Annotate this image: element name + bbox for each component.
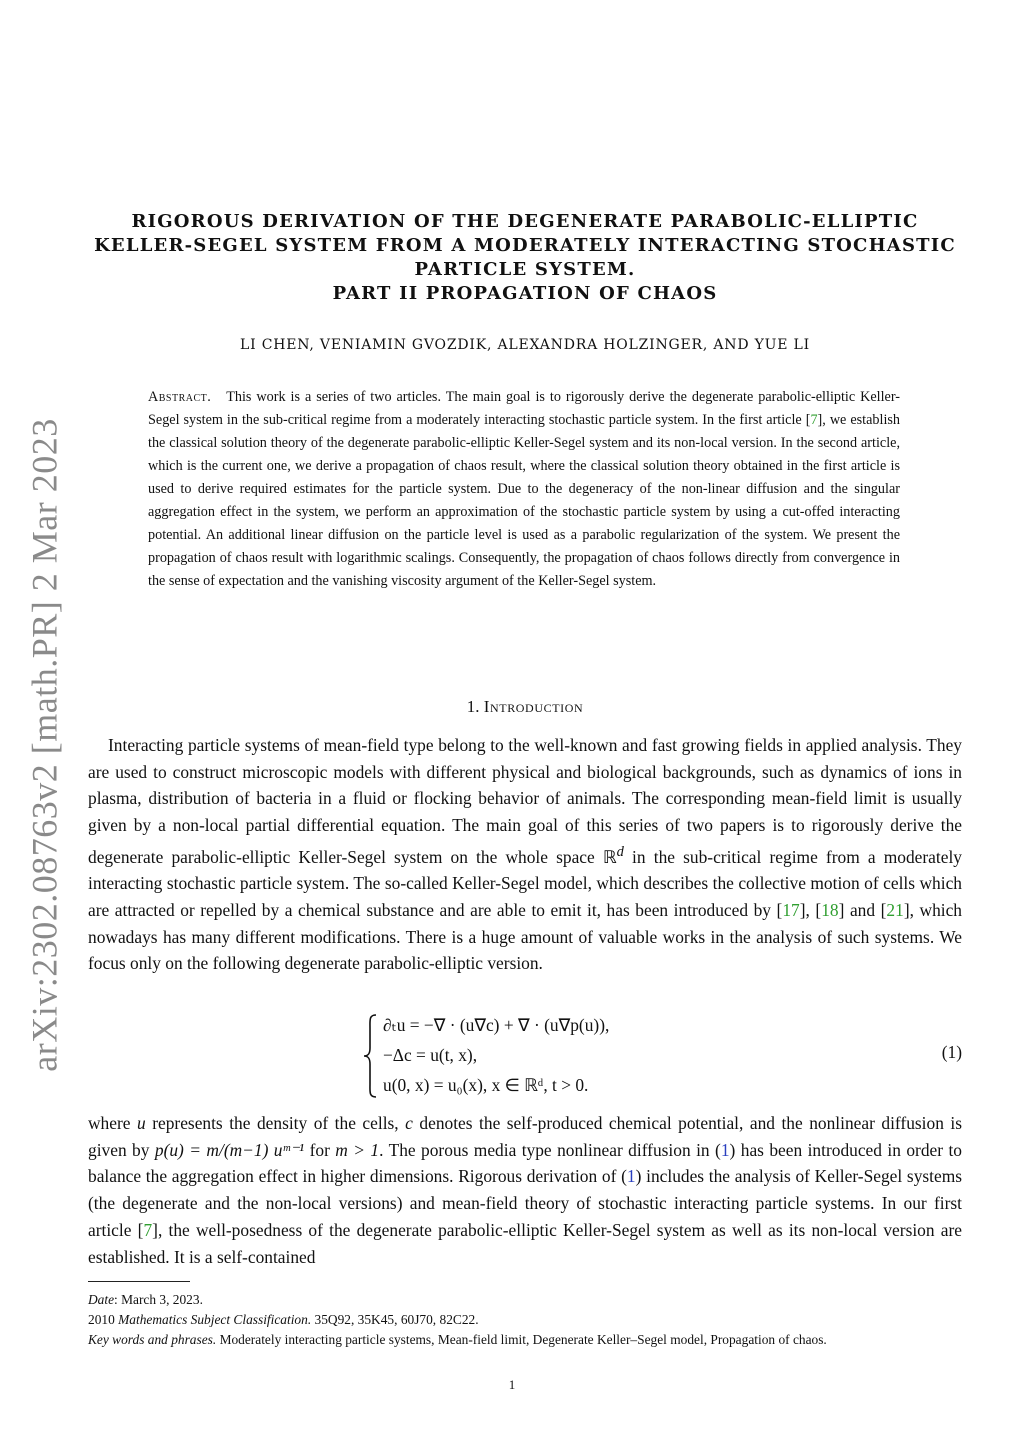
footnote-divider — [88, 1281, 190, 1282]
para1-text-a: Interacting particle systems of mean-field type belong to the well-known and fast growing fields in applied analysis. They are used to construct microscopic models with different physical and biological backgrounds, such as dynamics of ions in plasma, distribution of bacteria in a fluid or flocking behavior of animals. The corresponding mean-field limit is usually given by a non-local partial differential equation. The main goal of this series of two papers is to rigorously derive the degenerate parabolic-elliptic Keller-Segel system on the whole space — [88, 735, 962, 867]
intro-paragraph-1 — [88, 732, 962, 977]
dimension-symbol: d — [616, 843, 624, 860]
section-heading-introduction — [88, 697, 962, 717]
abstract — [148, 386, 900, 593]
citation-link-18[interactable]: 18 — [821, 900, 839, 921]
citation-link-7[interactable]: 7 — [143, 1219, 153, 1240]
title-line-3: PARTICLE SYSTEM. — [414, 259, 636, 280]
section-number: 1. — [466, 697, 480, 716]
left-brace-icon — [363, 1014, 377, 1098]
variable-c: c — [405, 1113, 413, 1133]
equation-1 — [355, 1010, 962, 1102]
para2-text-e: . The porous media type nonlinear diffusion in ( — [379, 1139, 721, 1160]
equation-ref-link[interactable]: 1 — [720, 1139, 730, 1160]
para1-text-b: in the sub-critical regime from a moderately interacting stochastic particle system. The so-called Keller-Segel model, which describes the collective motion of cells which are attracted or repelled by a chemical substance and are able to emit it, has been introduced by [ — [88, 846, 962, 921]
abstract-text-a: This work is a series of two articles. The main goal is to rigorously derive the degenerate parabolic-elliptic Keller-Segel system in the sub-critical regime from a moderately interacting stochastic particle system. In the first article [ — [148, 389, 901, 428]
arxiv-id-text: arXiv:2302.08763v2 [math.PR] 2 Mar 2023 — [25, 418, 65, 1072]
title-line-2: KELLER-SEGEL SYSTEM FROM A MODERATELY INTERACTING STOCHASTIC — [94, 235, 956, 256]
para2-text-d: for — [304, 1139, 336, 1160]
equation-number: (1) — [941, 1042, 962, 1062]
citation-link-7[interactable]: 7 — [810, 412, 818, 428]
para2-text-f: ) has been introduced in order to balance the aggregation effect in higher dimensions. Rigorous derivation of ( — [88, 1139, 962, 1187]
msc-value: 35Q92, 35K45, 60J70, 82C22. — [311, 1312, 479, 1327]
title-line-1: RIGOROUS DERIVATION OF THE DEGENERATE PARABOLIC-ELLIPTIC — [131, 211, 919, 232]
date-value: : March 3, 2023. — [114, 1292, 203, 1307]
section-title: Introduction — [483, 697, 584, 716]
footnote-date — [88, 1290, 962, 1310]
equation-line-3: u(0, x) = u₀(x), x ∈ ℝᵈ, t > 0. — [383, 1075, 589, 1095]
variable-u: u — [137, 1113, 146, 1133]
para1-sep-1: ], [ — [799, 900, 822, 921]
para2-text-a: where — [88, 1113, 137, 1133]
citation-link-17[interactable]: 17 — [782, 900, 800, 921]
real-space-symbol: ℝ — [602, 846, 617, 867]
keywords-value: Moderately interacting particle systems, Mean-field limit, Degenerate Keller–Segel model, Propagation of chaos. — [216, 1332, 827, 1347]
para2-text-g: ) includes the analysis of Keller-Segel systems (the degenerate and the non-local versions) and mean-field theory of stochastic interacting particle systems. In our first article [ — [88, 1166, 962, 1240]
paper-title — [88, 210, 962, 306]
title-line-4: PART II PROPAGATION OF CHAOS — [332, 283, 718, 304]
diffusion-formula: p(u) = m/(m−1) uᵐ⁻¹ — [154, 1139, 305, 1160]
intro-paragraph-2 — [88, 1110, 962, 1270]
abstract-text-b: ], we establish the classical solution theory of the degenerate parabolic-elliptic Keller-Segel system and its non-local version. In the second article, which is the current one, we derive a propagation of chaos result, where the classical solution theory obtained in the first article is used to derive required estimates for the particle system. Due to the degeneracy of the non-linear diffusion and the singular aggregation effect in the system, we perform an approximation of the stochastic particle system by using a cut-offed interacting potential. An additional linear diffusion on the particle level is used as a parabolic regularization of the system. We present the propagation of chaos result with logarithmic scalings. Consequently, the propagation of chaos follows directly from convergence in the sense of expectation and the vanishing viscosity argument of the Keller-Segel system. — [148, 412, 901, 589]
footnotes — [88, 1290, 962, 1350]
equation-ref-link[interactable]: 1 — [626, 1166, 636, 1187]
msc-label: Mathematics Subject Classification. — [118, 1312, 312, 1327]
page-number: 1 — [508, 1377, 516, 1392]
date-label: Date — [88, 1292, 115, 1307]
para2-text-h: ], the well-posedness of the degenerate parabolic-elliptic Keller-Segel system as well as its non-local version are established. It is a self-contained — [88, 1219, 962, 1267]
equation-line-1: ∂ₜu = −∇ · (u∇c) + ∇ · (u∇p(u)), — [383, 1015, 610, 1035]
footnote-keywords — [88, 1330, 962, 1350]
para2-text-b: represents the density of the cells, — [145, 1113, 406, 1133]
para1-sep-2: ] and [ — [838, 900, 887, 921]
arxiv-identifier-stamp — [10, 420, 80, 1070]
keywords-label: Key words and phrases. — [88, 1332, 217, 1347]
equation-line-2: −Δc = u(t, x), — [383, 1045, 478, 1065]
para2-text-c: denotes the self-produced chemical potential, and the nonlinear diffusion is given by — [88, 1113, 962, 1160]
para1-text-c: ], which nowadays has many different modifications. There is a huge amount of valuable works in the analysis of such systems. We focus only on the following degenerate parabolic-elliptic version. — [88, 900, 963, 974]
msc-year: 2010 — [88, 1312, 119, 1327]
m-condition: m > 1 — [335, 1139, 380, 1160]
footnote-msc — [88, 1310, 962, 1330]
author-list: LI CHEN, VENIAMIN GVOZDIK, ALEXANDRA HOLZINGER, AND YUE LI — [240, 337, 810, 353]
abstract-label: Abstract. — [148, 389, 212, 405]
citation-link-21[interactable]: 21 — [886, 900, 904, 921]
